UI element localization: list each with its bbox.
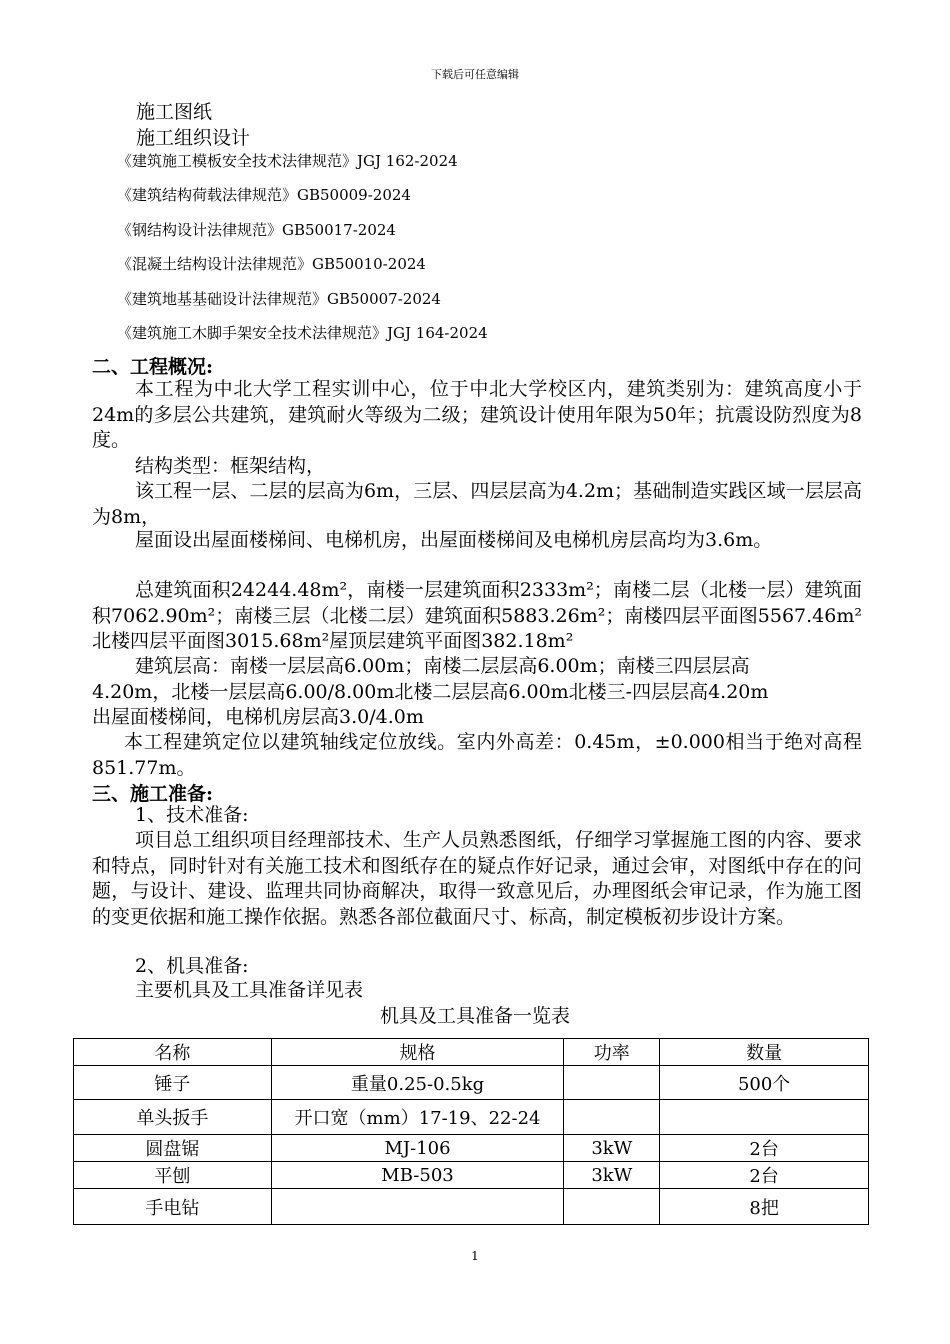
reference-item: 《建筑地基基础设计法律规范》GB50007-2024 xyxy=(117,290,441,308)
subheading-tools: 2、机具准备: xyxy=(135,955,249,977)
table-cell: 3kW xyxy=(564,1135,660,1162)
structure-type: 结构类型：框架结构， xyxy=(135,455,326,477)
column-header-name: 名称 xyxy=(74,1039,272,1066)
overview-paragraph: 本工程为中北大学工程实训中心，位于中北大学校区内，建筑类别为：建筑高度小于24m的多层公共建筑，建筑耐火等级为二级；建筑设计使用年限为50年；抗震设防烈度为8度。 xyxy=(92,378,862,451)
table-cell: MJ-106 xyxy=(271,1135,564,1162)
table-cell xyxy=(564,1100,660,1135)
table-cell: 2台 xyxy=(660,1162,869,1189)
table-title: 机具及工具准备一览表 xyxy=(379,1005,570,1027)
table-cell xyxy=(564,1066,660,1100)
area-paragraph: 总建筑面积24244.48m²，南楼一层建筑面积2333m²；南楼二层（北楼一层）建筑面积7062.90m²；南楼三层（北楼二层）建筑面积5883.26m²；南楼四层平面图5567.46m²北楼四层平面图3015.68m²屋顶层建筑平面图382.18m² xyxy=(92,579,862,652)
technical-paragraph: 项目总工组织项目经理部技术、生产人员熟悉图纸，仔细学习掌握施工图的内容、要求和特点，同时针对有关施工技术和图纸存在的疑点作好记录，通过会审，对图纸中存在的问题，与设计、建设、监理共同协商解决，取得一致意见后，办理图纸会审记录，作为施工图的变更依据和施工操作依据。熟悉各部位截面尺寸、标高，制定模板初步设计方案。 xyxy=(92,829,862,928)
table-cell: 锤子 xyxy=(74,1066,272,1100)
table-cell: 平刨 xyxy=(74,1162,272,1189)
table-cell: 开口宽（mm）17-19、22-24 xyxy=(271,1100,564,1135)
table-cell xyxy=(564,1189,660,1225)
reference-item: 《钢结构设计法律规范》GB50017-2024 xyxy=(117,221,396,239)
tools-intro: 主要机具及工具准备详见表 xyxy=(135,979,364,1001)
table-row xyxy=(74,1162,869,1189)
storey-height-line: 4.20m，北楼一层层高6.00/8.00m北楼二层层高6.00m北楼三-四层层高4.20m xyxy=(92,681,769,703)
reference-drawings: 施工图纸 xyxy=(136,101,213,123)
reference-item: 《建筑施工模板安全技术法律规范》JGJ 162-2024 xyxy=(117,152,458,170)
table-cell: 手电钻 xyxy=(74,1189,272,1225)
positioning-paragraph: 本工程建筑定位以建筑轴线定位放线。室内外高差：0.45m，±0.000相当于绝对高程851.77m。 xyxy=(92,731,862,779)
table-cell: 2台 xyxy=(660,1135,869,1162)
section-heading-preparation: 三、施工准备: xyxy=(92,783,214,805)
table-header-row xyxy=(74,1039,869,1066)
table-cell: 圆盘锯 xyxy=(74,1135,272,1162)
column-header-power: 功率 xyxy=(564,1039,660,1066)
table-cell: 500个 xyxy=(660,1066,869,1100)
section-heading-overview: 二、工程概况: xyxy=(92,356,214,378)
page-number: 1 xyxy=(471,1249,479,1263)
header-note: 下载后可任意编辑 xyxy=(431,68,519,81)
table-cell: 8把 xyxy=(660,1189,869,1225)
storey-height-line: 建筑层高：南楼一层层高6.00m；南楼二层层高6.00m；南楼三四层层高 xyxy=(135,655,750,677)
table-cell: 重量0.25-0.5kg xyxy=(271,1066,564,1100)
reference-construction-plan: 施工组织设计 xyxy=(136,127,251,149)
table-row xyxy=(74,1135,869,1162)
column-header-spec: 规格 xyxy=(271,1039,564,1066)
table-cell xyxy=(271,1189,564,1225)
storey-height-line: 出屋面楼梯间，电梯机房层高3.0/4.0m xyxy=(92,706,424,728)
column-header-quantity: 数量 xyxy=(660,1039,869,1066)
reference-item: 《建筑结构荷载法律规范》GB50009-2024 xyxy=(117,186,411,204)
table-cell: MB-503 xyxy=(271,1162,564,1189)
reference-item: 《混凝土结构设计法律规范》GB50010-2024 xyxy=(117,255,426,273)
reference-item: 《建筑施工木脚手架安全技术法律规范》JGJ 164-2024 xyxy=(117,324,488,342)
table-cell: 单头扳手 xyxy=(74,1100,272,1135)
subheading-technical: 1、技术准备: xyxy=(135,804,249,826)
table-cell xyxy=(660,1100,869,1135)
roof-paragraph: 屋面设出屋面楼梯间、电梯机房，出屋面楼梯间及电梯机房层高均为3.6m。 xyxy=(135,529,773,551)
table-row xyxy=(74,1189,869,1225)
tools-table xyxy=(73,1038,869,1225)
floor-height-paragraph: 该工程一层、二层的层高为6m，三层、四层层高为4.2m；基础制造实践区域一层层高为8m， xyxy=(92,480,862,528)
table-cell: 3kW xyxy=(564,1162,660,1189)
table-row xyxy=(74,1100,869,1135)
table-row xyxy=(74,1066,869,1100)
